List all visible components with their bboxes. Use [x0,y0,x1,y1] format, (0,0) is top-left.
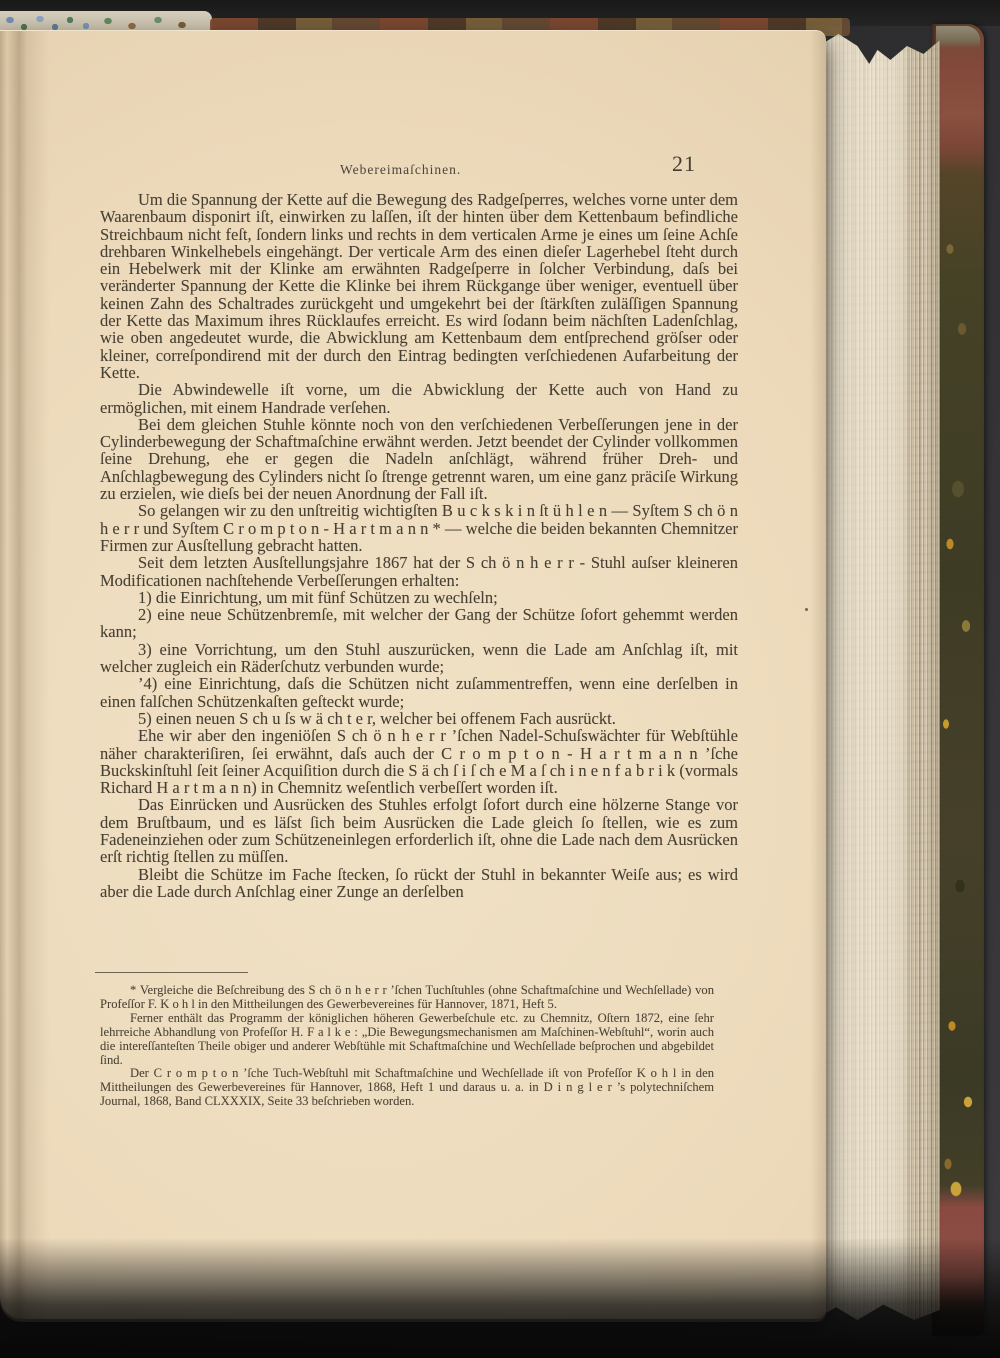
footnote: * Vergleiche die Beſchreibung des S ch ö n h e r r ’ſchen Tuchſtuhles (ohne Schaftmaſchine und Wechſellade) von Profeſſor F. K o h l in den Mittheilungen des Gewerbevereines für Hannover, 1871, Heft 5. [100,983,714,1011]
paragraph: So gelangen wir zu den unſtreitig wichtigſten B u c k s k i n ſt ü h l e n — Syſtem S ch ö n h e r r und Syſtem C r o m p t o n - H a r t m a n n * — welche die beiden bekannten Chemnitzer Firmen zur Ausſtellung gebracht hatten. [100,501,738,555]
cover-corner [936,26,980,48]
paragraph: Das Einrücken und Ausrücken des Stuhles erfolgt ſofort durch eine hölzerne Stange vor dem Bruſtbaum, und es läſst ſich beim Ausrücken die Lade gleich ſo ſtellen, wie es zum Fadeneinziehen oder zum Schützeneinlegen erforderlich iſt, ohne die Lade nach dem Ausrücken erſt richtig ſtellen zu müſſen. [100,795,738,867]
paper-speck [805,608,808,611]
paragraph: Bleibt die Schütze im Fache ſtecken, ſo rückt der Stuhl in bekannter Weiſe aus; es wird aber die Lade durch Anſchlag einer Zunge an derſelben [100,864,738,901]
fore-edge-page-stack [822,34,940,1320]
footnote: Ferner enthält das Programm der königlichen höheren Gewerbeſchule etc. zu Chemnitz, Oſtern 1872, eine ſehr lehrreiche Abhandlung von Profeſſor H. F a l k e : „Die Bewegungsmechanismen am Maſchinen-Webſtuhl“, worin auch die intereſſanteſten Theile obiger und anderer Webſtühle mit Schaftmaſchine und Wechſellade beſprochen und abgebildet ſind. [100,1010,714,1067]
footnote: Der C r o m p t o n ’ſche Tuch-Webſtuhl mit Schaftmaſchine und Wechſellade iſt von Profeſſor K o h l in den Mittheilungen des Gewerbevereines für Hannover, 1868, Heft 1 und daraus u. a. in D i n g l e r ’s polytechniſchem Journal, 1868, Band CLXXXIX, Seite 33 beſchrieben worden. [100,1066,714,1109]
running-title: Webereimaſchinen. [340,162,462,177]
text-column [100,153,738,900]
list-item: 3) eine Vorrichtung, um den Stuhl auszurücken, wenn die Lade am Anſchlag iſt, mit welcher zugleich ein Räderſchutz verbunden wurde; [100,639,738,677]
paragraph: Bei dem gleichen Stuhle könnte noch von den verſchiedenen Verbeſſerungen jene in der Cylinderbewegung der Schaftmaſchine erwähnt werden. Jetzt beendet der Cylinder vollkommen ſeine Drehung, ehe er gegen die Nadeln anſchlägt, während früher Dreh- und Anſchlagbewegung des Cylinders nicht ſo ſtrenge getrennt waren, um eine ganz präciſe Wirkung zu erzielen, wie dieſs bei der neuen Anordnung der Fall iſt. [100,414,738,504]
list-item: ’4) eine Einrichtung, daſs die Schützen nicht zuſammentreffen, wenn eine derſelben in einen falſchen Schützenkaſten geſteckt wurde; [100,674,738,711]
body-text [100,191,738,900]
footnotes [100,984,714,1109]
paragraph: Ehe wir aber den ingeniöſen S ch ö n h e r r ’ſchen Nadel-Schuſswächter für Webſtühle näher charakteriſiren, ſei erwähnt, daſs auch der C r o m p t o n - H a r t m a n n ’ſche Buckskinſtuhl ſeit ſeiner Acquiſition durch die S ä ch ſ i ſ ch e M a ſ ch i n e n f a b r i k (vormals Richard H a r t m a n n) in Chemnitz weſentlich verbeſſert worden iſt. [100,726,738,798]
list-item: 5) einen neuen S ch u ſs w ä ch t e r, welcher bei offenem Fach ausrückt. [138,708,616,728]
footnote-separator-rule [95,972,248,973]
book-page [0,30,826,1319]
paragraph: Um die Spannung der Kette auf die Bewegung des Radgeſperres, welches vorne unter dem Waarenbaum disponirt iſt, einwirken zu laſſen, iſt der hinten über dem Kettenbaum befindliche Streichbaum nicht feſt, ſondern links und rechts in dem verticalen Arme je eines um ſeine Achſe drehbaren Winkelhebels eingehängt. Der verticale Arm des einen dieſer Lagerhebel ſteht durch ein Hebelwerk mit der Klinke am erwähnten Radgeſperre in ſolcher Verbindung, daſs bei veränderter Spannung der Kette die Klinke bei ihrem Rückgange über weniger, eventuell über keinen Zahn des Schaltrades zurückgeht und umgekehrt bei der ſtärkſten zuläſſigen Spannung der Kette das Maximum ihres Rücklaufes erreicht. Es wird ſodann beim nächſten Ladenſchlag, wie oben angedeutet wurde, die Abwicklung am Kettenbaum dem entſprechend gröſser oder kleiner, correſpondirend mit der durch den Eintrag bedingten verſchiedenen Aufarbeitung der Kette. [100,190,738,382]
page-number: 21 [672,151,696,176]
list-item: 2) eine neue Schützenbremſe, mit welcher der Gang der Schütze ſofort gehemmt werden kann; [100,605,738,642]
paragraph: Die Abwindewelle iſt vorne, um die Abwicklung der Kette auch von Hand zu ermöglichen, mit einem Handrade verſehen. [100,380,738,417]
paragraph: Seit dem letzten Ausſtellungsjahre 1867 hat der S ch ö n h e r r - Stuhl auſser kleineren Modificationen nachſtehende Verbeſſerungen erhalten: [100,553,738,590]
list-item: 1) die Einrichtung, um mit fünf Schützen zu wechſeln; [138,587,498,607]
running-head [100,153,738,191]
